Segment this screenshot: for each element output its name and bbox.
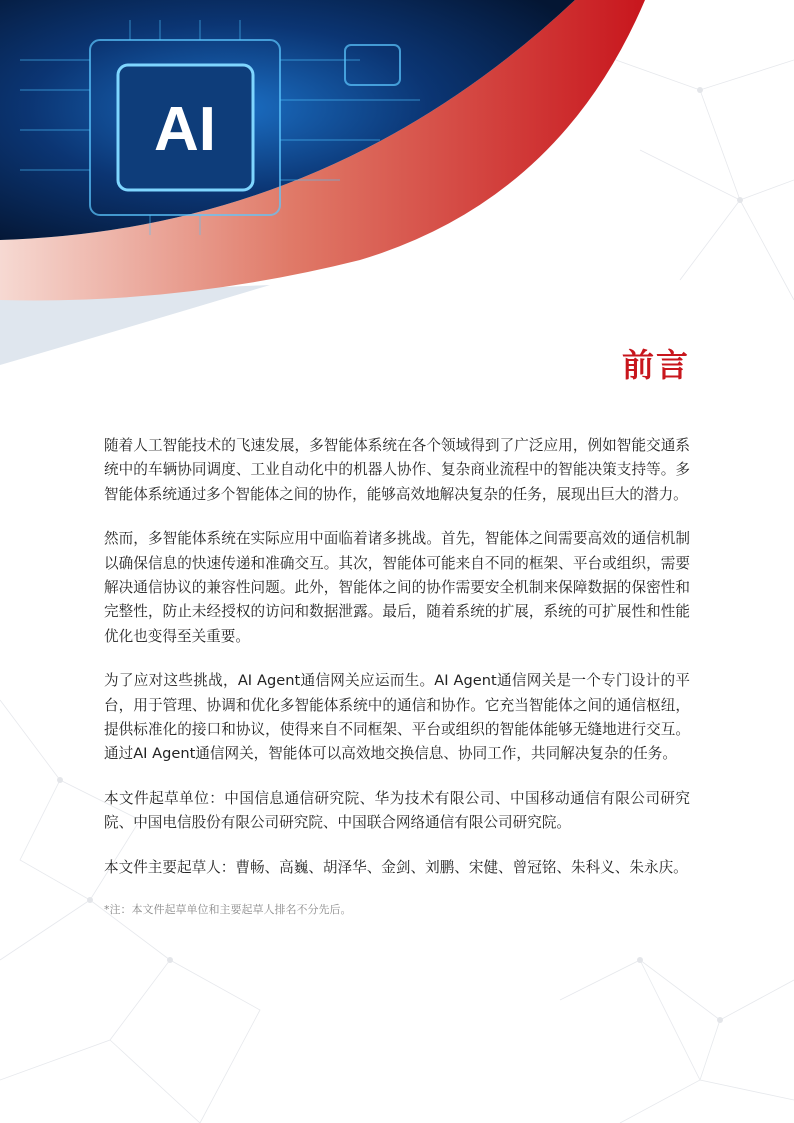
paragraph-challenges: 然而，多智能体系统在实际应用中面临着诸多挑战。首先，智能体之间需要高效的通信机制以确保信息的快速传递和准确交互。其次，智能体可能来自不同的框架、平台或组织，需要解决通信协议的兼容性问题。此外，智能体之间的协作需要安全机制来保障数据的保密性和完整性，防止未经授权的访问和数据泄露。最后，随着系统的扩展，系统的可扩展性和性能优化也变得至关重要。	[104, 530, 690, 645]
paragraph-intro: 随着人工智能技术的飞速发展，多智能体系统在各个领域得到了广泛应用，例如智能交通系统中的车辆协同调度、工业自动化中的机器人协作、复杂商业流程中的智能决策支持等。多智能体系统通过多个智能体之间的协作，能够高效地解决复杂的任务，展现出巨大的潜力。	[104, 437, 690, 503]
paragraph-drafting-units: 本文件起草单位：中国信息通信研究院、华为技术有限公司、中国移动通信有限公司研究院、中国电信股份有限公司研究院、中国联合网络通信有限公司研究院。	[104, 789, 690, 832]
header-artwork	[0, 0, 794, 380]
paragraph-drafters: 本文件主要起草人：曹畅、高巍、胡泽华、金剑、刘鹏、宋健、曾冠铭、朱科义、朱永庆。	[104, 858, 688, 876]
preface-body	[104, 434, 690, 923]
page-title: 前言	[621, 346, 690, 384]
paragraph-gateway: 为了应对这些挑战，AI Agent通信网关应运而生。AI Agent通信网关是一个专门设计的平台，用于管理、协调和优化多智能体系统中的通信和协作。它充当智能体之间的通信枢纽，提供标准化的接口和协议，使得来自不同框架、平台或组织的智能体能够无缝地进行交互。通过AI Agent通信网关，智能体可以高效地交换信息、协同工作，共同解决复杂的任务。	[104, 672, 690, 763]
footnote: *注：本文件起草单位和主要起草人排名不分先后。	[104, 903, 352, 917]
ai-chip-label: AI	[154, 95, 216, 164]
